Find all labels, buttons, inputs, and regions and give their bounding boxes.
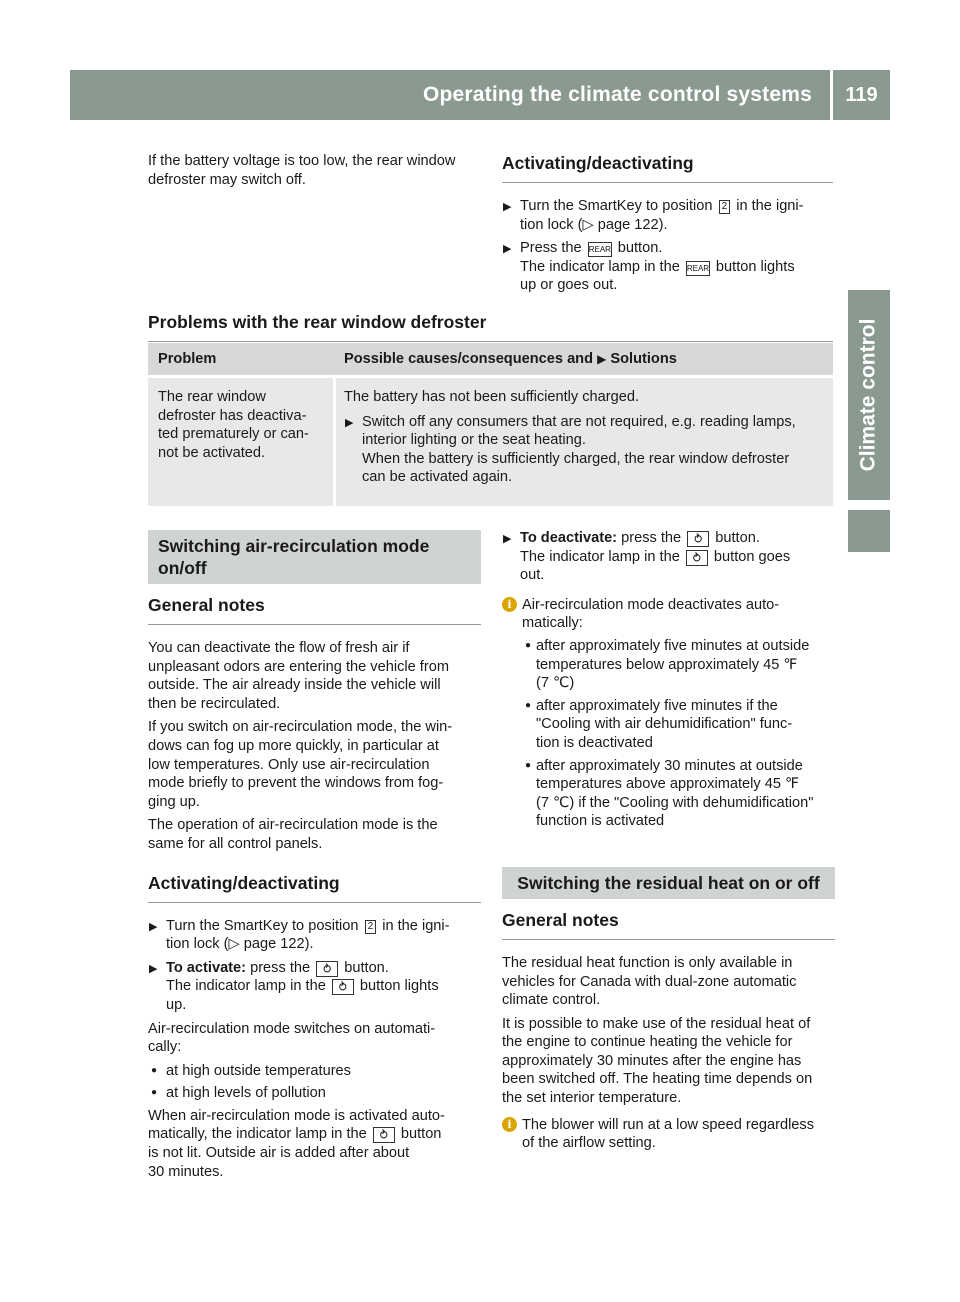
bullet-icon: ● — [151, 1064, 158, 1076]
problems-heading: Problems with the rear window defroster — [148, 311, 833, 342]
rear-defroster-icon: REAR — [588, 242, 612, 257]
header-title: Operating the climate control systems — [422, 83, 812, 106]
list-item: ● at high levels of pollution — [151, 1085, 326, 1102]
paragraph: When air-recirculation mode is activated auto- matically, the indicator lamp in the ⥁ button is not lit. Outside air is added after about 30 minutes. — [148, 1107, 445, 1180]
paragraph: If you switch on air-recirculation mode, the win- dows can fog up more quickly, in particular at low temperatures. Only use air-recirculation mode briefly to prevent the windows from fog- ging up. — [148, 719, 453, 810]
info-note: i Air-recirculation mode deactivates auto- matically: ● after approximately five minutes at outside temperatures below approximately 45 ℉ (7 ℃) ● after approximately five minutes if the "Cooling with air dehumidification" func- tion is deactivated ● after approximately 30 minutes at outside temperatures above approximately 45 ℉ (7 ℃) if the "Cooling with dehumidification" function is activated — [502, 596, 835, 831]
page-header — [70, 70, 890, 120]
info-icon: i — [502, 1117, 517, 1132]
list-item: ● after approximately five minutes at outside temperatures below approximately 45 ℉ (7 ℃) — [525, 637, 810, 692]
list-item: ● at high outside temperatures — [151, 1062, 351, 1079]
paragraph: Air-recirculation mode switches on automati- cally: — [148, 1020, 436, 1056]
list-item: ● after approximately five minutes if the "Cooling with air dehumidification" func- tion is deactivated — [525, 697, 793, 751]
air-recirculation-section — [148, 530, 481, 1181]
recirculation-icon: ⥁ — [373, 1127, 395, 1143]
position-key-icon: 2 — [365, 920, 377, 934]
page-ref-arrow-icon: ▷ — [228, 936, 240, 953]
bullet-icon: ● — [525, 639, 532, 651]
step-item: ▶ Switch off any consumers that are not required, e.g. reading lamps, interior lighting or the seat heating. When the battery is sufficiently charged, the rear window defroster can be activated again. — [345, 413, 796, 486]
side-tab-label: Climate control — [856, 318, 880, 472]
step-item: ▶ Turn the SmartKey to position 2 in the igni- tion lock (▷ page 122). — [149, 917, 450, 953]
step-item: ▶ To activate: press the ⥁ button. The indicator lamp in the ⥁ button lights up. — [149, 959, 439, 1013]
table-header — [148, 343, 833, 375]
step-arrow-icon: ▶ — [345, 416, 354, 429]
step-arrow-icon: ▶ — [503, 201, 512, 213]
recirculation-icon: ⥁ — [316, 961, 338, 977]
subsection-heading: Activating/deactivating — [148, 872, 481, 903]
column-header-solutions: Possible causes/consequences and ▶ Solutions — [344, 351, 677, 367]
step-arrow-icon: ▶ — [597, 352, 607, 366]
step-item: ▶ Turn the SmartKey to position 2 in the igni- tion lock (▷ page 122). — [503, 198, 804, 233]
battery-note: If the battery voltage is too low, the rear window defroster may switch off. — [148, 153, 456, 188]
list-item: ● after approximately 30 minutes at outside temperatures above approximately 45 ℉ (7 ℃) if the "Cooling with dehumidification" function is activated — [525, 757, 814, 830]
rear-defroster-icon: REAR — [686, 261, 710, 276]
solution-cell: The battery has not been sufficiently charged. ▶ Switch off any consumers that are not required, e.g. reading lamps, interior lighting or the seat heating. When the battery is sufficiently charged, the rear window defroster can be activated again. — [336, 378, 833, 506]
paragraph: It is possible to make use of the residual heat of the engine to continue heating the vehicle for approximately 30 minutes after the engine has been switched off. The heating time depends on the set interior temperature. — [502, 1015, 813, 1107]
table-row — [148, 378, 833, 506]
subsection-heading: General notes — [148, 594, 481, 625]
side-tab-marker — [848, 510, 890, 552]
step-arrow-icon: ▶ — [503, 533, 512, 545]
step-arrow-icon: ▶ — [149, 920, 158, 933]
page-ref-arrow-icon: ▷ — [582, 216, 594, 233]
position-key-icon: 2 — [719, 200, 731, 214]
page-number: 119 — [845, 84, 878, 106]
paragraph: The operation of air-recirculation mode is the same for all control panels. — [148, 817, 438, 852]
step-arrow-icon: ▶ — [503, 243, 512, 256]
subsection-heading: General notes — [502, 909, 835, 940]
step-item: ▶ Press the REAR button. The indicator lamp in the REAR button lights up or goes out. — [503, 240, 795, 294]
section-heading: Switching air-recirculation mode on/off — [148, 530, 481, 584]
right-column — [502, 529, 835, 1159]
section-heading: Switching the residual heat on or off — [502, 867, 835, 899]
problem-cell: The rear window defroster has deactiva- ted prematurely or can- not be activated. — [148, 378, 336, 506]
recirculation-icon: ⥁ — [686, 550, 708, 566]
column-header-problem: Problem — [158, 351, 217, 367]
step-item: ▶ To deactivate: press the ⥁ button. The indicator lamp in the ⥁ button goes out. — [503, 530, 791, 584]
bullet-icon: ● — [525, 699, 532, 711]
bullet-icon: ● — [151, 1087, 158, 1099]
recirculation-icon: ⥁ — [687, 531, 709, 547]
paragraph: The residual heat function is only available in vehicles for Canada with dual-zone automatic climate control. — [502, 954, 797, 1009]
section-heading: Activating/deactivating — [502, 152, 833, 183]
recirculation-icon: ⥁ — [332, 979, 354, 995]
bullet-icon: ● — [525, 759, 532, 771]
info-note: i The blower will run at a low speed regardless of the airflow setting. — [502, 1116, 835, 1153]
problems-table — [148, 343, 833, 506]
paragraph: You can deactivate the flow of fresh air if unpleasant odors are entering the vehicle from outside. The air already inside the vehicle will then be recirculated. — [148, 640, 449, 712]
step-arrow-icon: ▶ — [149, 962, 158, 975]
info-icon: i — [502, 597, 517, 612]
rear-defroster-activation — [502, 152, 833, 300]
